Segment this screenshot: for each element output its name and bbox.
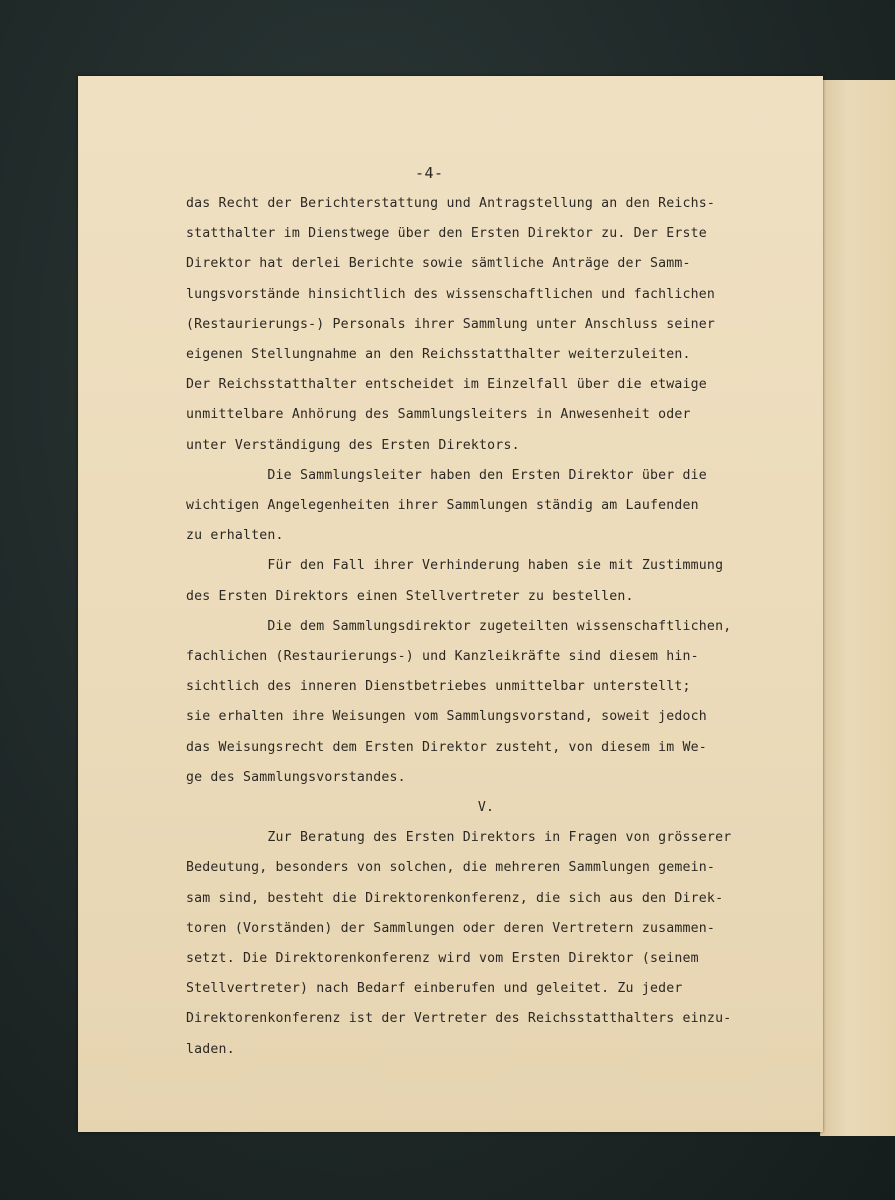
text-line: laden. — [186, 1041, 235, 1057]
text-line: Stellvertreter) nach Bedarf einberufen und geleitet. Zu jeder — [186, 981, 683, 997]
text-line: Zur Beratung des Ersten Direktors in Fragen von grösserer — [186, 830, 732, 846]
text-line: Direktorenkonferenz ist der Vertreter des Reichsstatthalters einzu- — [186, 1011, 732, 1027]
text-line: Für den Fall ihrer Verhinderung haben sie mit Zustimmung — [186, 558, 724, 574]
text-line: eigenen Stellungnahme an den Reichsstatthalter weiterzuleiten. — [186, 347, 691, 363]
text-line: unter Verständigung des Ersten Direktors. — [186, 437, 520, 453]
text-line: Die Sammlungsleiter haben den Ersten Direktor über die — [186, 467, 707, 483]
section-heading: V. — [477, 800, 495, 816]
text-line: fachlichen (Restaurierungs-) und Kanzleikräfte sind diesem hin- — [186, 649, 699, 665]
text-line: lungsvorstände hinsichtlich des wissenschaftlichen und fachlichen — [186, 286, 716, 302]
text-line: toren (Vorständen) der Sammlungen oder deren Vertretern zusammen- — [186, 920, 716, 936]
text-line: wichtigen Angelegenheiten ihrer Sammlungen ständig am Laufenden — [186, 498, 699, 514]
text-line: das Recht der Berichterstattung und Antragstellung an den Reichs- — [186, 196, 716, 211]
text-line: Direktor hat derlei Berichte sowie sämtliche Anträge der Samm- — [186, 256, 691, 272]
text-line: Der Reichsstatthalter entscheidet im Einzelfall über die etwaige — [186, 377, 707, 393]
text-line: zu erhalten. — [186, 528, 284, 544]
text-line: (Restaurierungs-) Personals ihrer Sammlung unter Anschluss seiner — [186, 316, 716, 332]
text-line: sie erhalten ihre Weisungen vom Sammlungsvorstand, soweit jedoch — [186, 709, 707, 725]
text-line: statthalter im Dienstwege über den Ersten Direktor zu. Der Erste — [186, 226, 707, 242]
text-line: Die dem Sammlungsdirektor zugeteilten wissenschaftlichen, — [186, 618, 732, 634]
text-line: ge des Sammlungsvorstandes. — [186, 769, 406, 785]
text-line: sichtlich des inneren Dienstbetriebes unmittelbar unterstellt; — [186, 679, 691, 695]
text-line: Bedeutung, besonders von solchen, die mehreren Sammlungen gemein- — [186, 860, 716, 876]
text-line: sam sind, besteht die Direktorenkonferenz, die sich aus den Direk- — [186, 890, 724, 906]
text-line: das Weisungsrecht dem Ersten Direktor zusteht, von diesem im We- — [186, 739, 707, 755]
page-number: -4- — [415, 164, 444, 182]
body-text — [186, 189, 786, 1065]
text-line: unmittelbare Anhörung des Sammlungsleiters in Anwesenheit oder — [186, 407, 691, 423]
text-line: des Ersten Direktors einen Stellvertreter zu bestellen. — [186, 588, 634, 604]
text-line: setzt. Die Direktorenkonferenz wird vom Ersten Direktor (seinem — [186, 951, 699, 967]
document-page — [78, 76, 823, 1132]
adjacent-page — [820, 80, 895, 1136]
